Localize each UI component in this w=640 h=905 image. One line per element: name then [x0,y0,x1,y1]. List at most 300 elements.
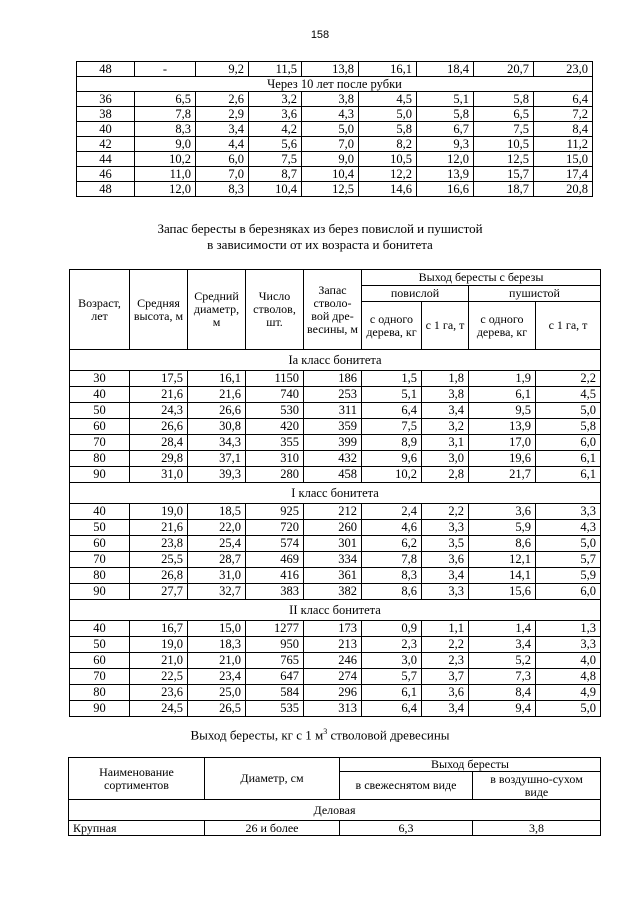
table-cell: 3,0 [362,653,422,669]
table-cell: 21,6 [130,520,188,536]
table-cell: 16,6 [417,182,474,197]
table-cell: 7,5 [362,419,422,435]
table-cell: 1,3 [536,621,601,637]
table-cell: 22,5 [130,669,188,685]
table-cell: 37,1 [188,451,246,467]
table-cell: 5,0 [536,536,601,552]
table-cell: 647 [246,669,304,685]
table-cell: 186 [304,371,362,387]
table-cell: 12,1 [469,552,536,568]
table-cell: 26,6 [188,403,246,419]
table-cell: 40 [77,122,135,137]
table-cell: 2,9 [196,107,249,122]
table-row [77,152,593,167]
table-row [70,403,601,419]
birch-bark-stock-table [69,269,601,717]
table-cell: 10,2 [362,467,422,483]
table-cell: 26,8 [130,568,188,584]
table-cell: 8,6 [362,584,422,600]
table-cell: 19,6 [469,451,536,467]
table-cell: 7,2 [534,107,593,122]
table-cell: 2,4 [362,504,422,520]
table-cell: 36 [77,92,135,107]
table-cell: 12,0 [135,182,196,197]
section-label: I класс бонитета [70,483,601,504]
table-cell: 15,0 [188,621,246,637]
table-cell: 6,7 [417,122,474,137]
table-cell: 11,0 [135,167,196,182]
table-cell: 50 [70,637,130,653]
table-cell: 28,7 [188,552,246,568]
table-cell: 1,5 [362,371,422,387]
table-cell: 950 [246,637,304,653]
table-cell: 40 [70,621,130,637]
table-cell: 6,1 [536,451,601,467]
table-cell: 10,4 [302,167,359,182]
table-cell: 274 [304,669,362,685]
table-cell: 355 [246,435,304,451]
table-cell: 7,8 [135,107,196,122]
table-cell: 359 [304,419,362,435]
table-cell: 3,6 [422,685,469,701]
table-cell: 9,2 [196,62,249,77]
table2-title-line1: Запас бересты в березняках из берез повислой и пушистой [157,221,483,236]
table-cell: 8,6 [469,536,536,552]
table-cell: 7,8 [362,552,422,568]
table-cell: 27,7 [130,584,188,600]
table-row [70,669,601,685]
bark-yield-by-assortment-table [68,757,601,836]
table-cell: 5,1 [417,92,474,107]
table-cell: 246 [304,653,362,669]
table-cell: 0,9 [362,621,422,637]
table-cell: 6,3 [340,821,473,836]
table-cell: 23,0 [534,62,593,77]
table-row [70,435,601,451]
table-cell: 3,5 [422,536,469,552]
table-cell: 213 [304,637,362,653]
table-cell: 4,2 [249,122,302,137]
table-cell: 2,2 [536,371,601,387]
table-cell: 11,2 [534,137,593,152]
table-cell: 2,8 [422,467,469,483]
header-diameter-cm: Диаметр, см [205,758,340,800]
header-per-tree-pendula: с одного дерева, кг [362,302,422,350]
table-cell: 42 [77,137,135,152]
table-cell: 6,1 [469,387,536,403]
table-cell: 13,8 [302,62,359,77]
table-cell: 31,0 [188,568,246,584]
table-cell: 3,3 [422,520,469,536]
table-cell: 39,3 [188,467,246,483]
table-cell: 310 [246,451,304,467]
table-cell: 1277 [246,621,304,637]
table-cell: 469 [246,552,304,568]
table-cell: 90 [70,584,130,600]
table-cell: 3,1 [422,435,469,451]
table-cell: 26 и более [205,821,340,836]
table-cell: 21,6 [188,387,246,403]
table-cell: 3,2 [422,419,469,435]
table-cell: 458 [304,467,362,483]
table-cell: 21,0 [188,653,246,669]
table-cell: 5,0 [359,107,417,122]
header-pubescens: пушистой [469,286,601,302]
table3-title [0,724,640,743]
table-cell: 9,0 [135,137,196,152]
table-cell: 1150 [246,371,304,387]
table-cell: 8,3 [196,182,249,197]
table-cell: 26,5 [188,701,246,717]
table-cell: 5,0 [536,701,601,717]
table-cell: 18,7 [474,182,534,197]
table-cell: Крупная [69,821,205,836]
table-row [70,568,601,584]
table-cell: 20,8 [534,182,593,197]
table-cell: 925 [246,504,304,520]
table-cell: 5,8 [474,92,534,107]
table-cell: 90 [70,467,130,483]
table-cell: 3,4 [422,403,469,419]
table-cell: 3,8 [473,821,601,836]
table3-title-sup: 3 [323,727,328,736]
table-cell: 3,7 [422,669,469,685]
header-diameter: Средний диаметр, м [188,270,246,350]
table-cell: 4,3 [302,107,359,122]
table-cell: 3,3 [536,637,601,653]
table-cell: 31,0 [130,467,188,483]
table-cell: 10,5 [359,152,417,167]
table-cell: 5,7 [362,669,422,685]
table-cell: 15,6 [469,584,536,600]
section-row [69,800,601,821]
table-cell: 18,3 [188,637,246,653]
table-cell: 253 [304,387,362,403]
table-cell: 26,6 [130,419,188,435]
table-cell: 11,5 [249,62,302,77]
table-cell: 28,4 [130,435,188,451]
table-cell: 530 [246,403,304,419]
table-cell: 2,3 [422,653,469,669]
table-cell: 19,0 [130,504,188,520]
table-cell: 40 [70,504,130,520]
section-row [70,483,601,504]
table-row [77,182,593,197]
header-bark-yield: Выход бересты [340,758,601,772]
yield-after-cutting-table [76,61,593,197]
table-cell: 80 [70,568,130,584]
table-cell: 3,2 [249,92,302,107]
table-cell: 5,9 [469,520,536,536]
table-cell: 6,4 [362,701,422,717]
table-cell: 313 [304,701,362,717]
header-pendula: повислой [362,286,469,302]
table-cell: 30 [70,371,130,387]
table-cell: 16,7 [130,621,188,637]
table-cell: 420 [246,419,304,435]
table-cell: 3,3 [422,584,469,600]
header-yield: Выход бересты с березы [362,270,601,286]
table-cell: 17,4 [534,167,593,182]
table-cell: 8,3 [135,122,196,137]
table-cell: 6,0 [536,435,601,451]
table-cell: 15,7 [474,167,534,182]
table-cell: 10,2 [135,152,196,167]
table-cell: 9,5 [469,403,536,419]
table-row [70,685,601,701]
table-cell: 30,8 [188,419,246,435]
table-cell: 260 [304,520,362,536]
table-cell: 2,6 [196,92,249,107]
table-cell: 70 [70,552,130,568]
table-cell: 22,0 [188,520,246,536]
table-row [70,387,601,403]
table-row [70,371,601,387]
table-cell: 311 [304,403,362,419]
table-cell: 4,6 [362,520,422,536]
table-cell: 17,5 [130,371,188,387]
table-cell: 7,5 [249,152,302,167]
table-cell: 50 [70,520,130,536]
table-cell: 13,9 [469,419,536,435]
table-cell: 535 [246,701,304,717]
table-cell: 9,3 [417,137,474,152]
table-cell: 2,2 [422,504,469,520]
table-cell: 5,6 [249,137,302,152]
table-cell: 40 [70,387,130,403]
table-cell: 12,5 [302,182,359,197]
table-cell: 4,4 [196,137,249,152]
table-cell: 1,8 [422,371,469,387]
table-cell: 5,8 [536,419,601,435]
table-cell: 4,3 [536,520,601,536]
table-cell: 6,5 [474,107,534,122]
table-cell: 3,4 [422,568,469,584]
table-cell: 23,6 [130,685,188,701]
table-row [77,122,593,137]
table-cell: 6,2 [362,536,422,552]
table-cell: 361 [304,568,362,584]
table-cell: 10,5 [474,137,534,152]
table-cell: 7,5 [474,122,534,137]
table-cell: 60 [70,419,130,435]
table-cell: 6,0 [196,152,249,167]
header-per-ha-pendula: с 1 га, т [422,302,469,350]
table-cell: 5,8 [359,122,417,137]
table-cell: 432 [304,451,362,467]
section-row [77,77,593,92]
table-cell: 5,2 [469,653,536,669]
section-label: II класс бонитета [70,600,601,621]
table-cell: 3,6 [469,504,536,520]
table-row [77,137,593,152]
table-cell: 12,5 [474,152,534,167]
table-cell: 80 [70,685,130,701]
table-cell: 21,7 [469,467,536,483]
table-cell: 4,9 [536,685,601,701]
table-cell: 4,5 [359,92,417,107]
table-cell: 3,6 [422,552,469,568]
table-cell: 720 [246,520,304,536]
table-cell: 46 [77,167,135,182]
table-cell: 334 [304,552,362,568]
table-cell: 416 [246,568,304,584]
header-dry: в воздушно-сухом виде [473,772,601,800]
table-cell: 5,8 [417,107,474,122]
table-cell: - [135,62,196,77]
table-row [69,821,601,836]
table-cell: 80 [70,451,130,467]
table-cell: 13,9 [417,167,474,182]
table-cell: 34,3 [188,435,246,451]
table-cell: 16,1 [359,62,417,77]
section-label: Через 10 лет после рубки [77,77,593,92]
table-cell: 5,1 [362,387,422,403]
table-cell: 7,3 [469,669,536,685]
table-row [77,92,593,107]
table-cell: 24,3 [130,403,188,419]
table-cell: 32,7 [188,584,246,600]
table-cell: 8,3 [362,568,422,584]
table-cell: 584 [246,685,304,701]
table-cell: 60 [70,536,130,552]
table-cell: 399 [304,435,362,451]
table-row [77,167,593,182]
table-cell: 6,5 [135,92,196,107]
table-cell: 8,9 [362,435,422,451]
table-cell: 765 [246,653,304,669]
table-cell: 383 [246,584,304,600]
table-cell: 8,4 [534,122,593,137]
table-cell: 2,3 [362,637,422,653]
table-cell: 4,0 [536,653,601,669]
table-row [70,552,601,568]
table-row [70,451,601,467]
table-cell: 3,0 [422,451,469,467]
table-cell: 20,7 [474,62,534,77]
table-row [70,621,601,637]
table-cell: 12,0 [417,152,474,167]
header-fresh: в свежеснятом виде [340,772,473,800]
section-label: Деловая [69,800,601,821]
table-cell: 48 [77,182,135,197]
table-cell: 3,6 [249,107,302,122]
table-cell: 740 [246,387,304,403]
table-row [70,520,601,536]
table-cell: 6,4 [534,92,593,107]
header-per-tree-pubescens: с одного дерева, кг [469,302,536,350]
table-cell: 8,7 [249,167,302,182]
table-cell: 5,0 [302,122,359,137]
table-cell: 16,1 [188,371,246,387]
table-cell: 4,5 [536,387,601,403]
table-cell: 23,8 [130,536,188,552]
table-cell: 7,0 [302,137,359,152]
table-cell: 15,0 [534,152,593,167]
table-cell: 24,5 [130,701,188,717]
table-cell: 50 [70,403,130,419]
table2-title-line2: в зависимости от их возраста и бонитета [207,237,433,252]
table-row [70,637,601,653]
table-cell: 3,4 [422,701,469,717]
table-cell: 25,0 [188,685,246,701]
header-stems: Число стволов, шт. [246,270,304,350]
table-cell: 29,8 [130,451,188,467]
table-cell: 90 [70,701,130,717]
header-stock: Запас стволо-вой дре-весины, м [304,270,362,350]
table-row [77,107,593,122]
table-cell: 25,4 [188,536,246,552]
table-cell: 3,8 [422,387,469,403]
table-cell: 44 [77,152,135,167]
table-cell: 3,3 [536,504,601,520]
section-row [70,600,601,621]
table3-title-text: Выход бересты, кг с 1 м [190,727,324,743]
table-cell: 5,9 [536,568,601,584]
table-cell: 6,1 [536,467,601,483]
table-cell: 301 [304,536,362,552]
table-cell: 38 [77,107,135,122]
table-cell: 14,6 [359,182,417,197]
table-cell: 18,5 [188,504,246,520]
table-cell: 212 [304,504,362,520]
table-row [70,701,601,717]
table-cell: 25,5 [130,552,188,568]
table-cell: 70 [70,669,130,685]
table-cell: 19,0 [130,637,188,653]
table-cell: 4,8 [536,669,601,685]
table-cell: 23,4 [188,669,246,685]
table-cell: 574 [246,536,304,552]
table-cell: 173 [304,621,362,637]
table-cell: 9,4 [469,701,536,717]
table-row [70,653,601,669]
table-cell: 3,8 [302,92,359,107]
table-row [70,504,601,520]
table-cell: 14,1 [469,568,536,584]
table-cell: 60 [70,653,130,669]
table-row [70,536,601,552]
table3-title-suffix: стволовой древесины [327,727,450,743]
table-cell: 6,1 [362,685,422,701]
section-row [70,350,601,371]
header-per-ha-pubescens: с 1 га, т [536,302,601,350]
table-cell: 8,2 [359,137,417,152]
header-height: Средняя высота, м [130,270,188,350]
table-cell: 70 [70,435,130,451]
header-name: Наименование сортиментов [69,758,205,800]
table-cell: 6,0 [536,584,601,600]
table-cell: 48 [77,62,135,77]
table-cell: 1,1 [422,621,469,637]
table-row [70,584,601,600]
table-cell: 1,4 [469,621,536,637]
table-cell: 2,2 [422,637,469,653]
table-row [70,419,601,435]
page-number: 158 [310,29,330,41]
table-row [70,467,601,483]
table-cell: 21,6 [130,387,188,403]
table-cell: 8,4 [469,685,536,701]
table-cell: 6,4 [362,403,422,419]
table-cell: 382 [304,584,362,600]
table-cell: 10,4 [249,182,302,197]
table-cell: 12,2 [359,167,417,182]
table-cell: 18,4 [417,62,474,77]
table-cell: 17,0 [469,435,536,451]
table-cell: 3,4 [469,637,536,653]
table-cell: 296 [304,685,362,701]
